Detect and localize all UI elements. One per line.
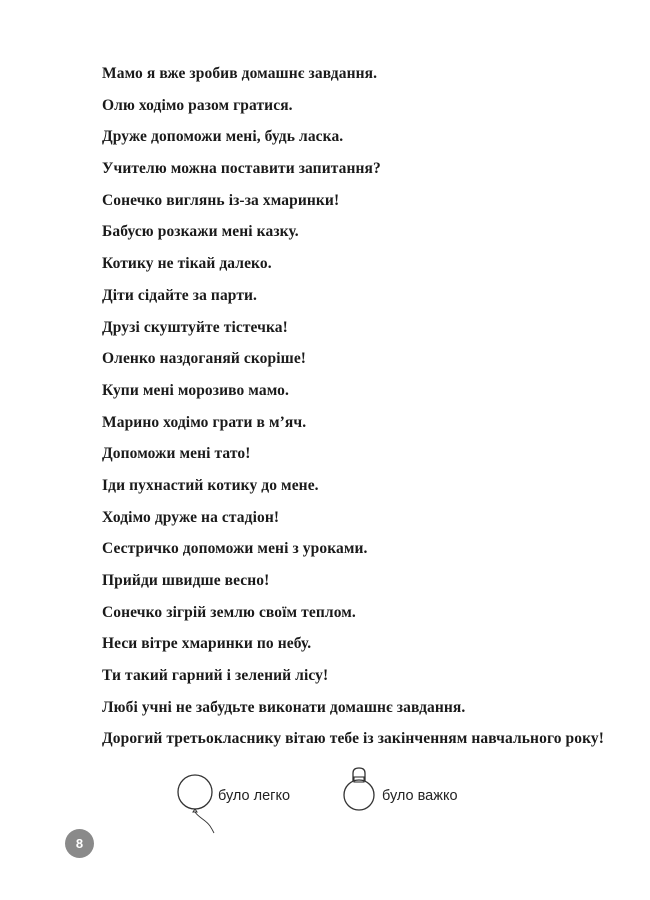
sentence-list (102, 60, 632, 757)
sentence-line: Марино ходімо грати в м’яч. (102, 413, 307, 431)
sentence-line: Ходімо друже на стадіон! (102, 508, 280, 526)
sentence-line: Іди пухнастий котику до мене. (102, 476, 319, 494)
sentence-line: Друзі скуштуйте тістечка! (102, 318, 288, 336)
sentence-line: Допоможи мені тато! (102, 445, 251, 463)
rating-easy-label: було легко (218, 788, 291, 804)
rating-hard[interactable] (340, 764, 490, 834)
sentence-line: Діти сідайте за парти. (102, 286, 258, 304)
sentence-line: Сонечко зігрій землю своїм теплом. (102, 603, 356, 621)
sentence-line: Учителю можна поставити запитання? (102, 160, 381, 178)
sentence-line: Купи мені морозиво мамо. (102, 381, 289, 399)
self-assessment (0, 764, 650, 834)
sentence-line: Дорогий третьокласнику вітаю тебе із закінченням навчального року! (102, 730, 605, 748)
sentence-line: Сонечко виглянь із-за хмаринки! (102, 191, 340, 209)
sentence-line: Сестричко допоможи мені з уроками. (102, 540, 368, 558)
sentence-line: Оленко наздоганяй скоріше! (102, 350, 307, 368)
sentence-line: Неси вітре хмаринки по небу. (102, 635, 312, 653)
page-number-badge: 8 (65, 829, 94, 858)
weight-icon (340, 764, 380, 814)
sentence-line: Прийди швидше весно! (102, 572, 270, 589)
sentence-line: Друже допоможи мені, будь ласка. (102, 128, 344, 146)
sentence-line: Олю ходімо разом гратися. (102, 96, 293, 114)
balloon-icon (176, 768, 216, 834)
sentence-line: Ти такий гарний і зелений лісу! (102, 667, 329, 685)
rating-easy[interactable] (176, 764, 326, 834)
sentence-line: Любі учні не забудьте виконати домашнє завдання. (102, 698, 466, 716)
sentence-line: Мамо я вже зробив домашнє завдання. (102, 65, 378, 82)
sentence-line: Котику не тікай далеко. (102, 255, 272, 273)
sentence-line: Бабусю розкажи мені казку. (102, 223, 299, 241)
rating-hard-label: було важко (382, 788, 458, 804)
